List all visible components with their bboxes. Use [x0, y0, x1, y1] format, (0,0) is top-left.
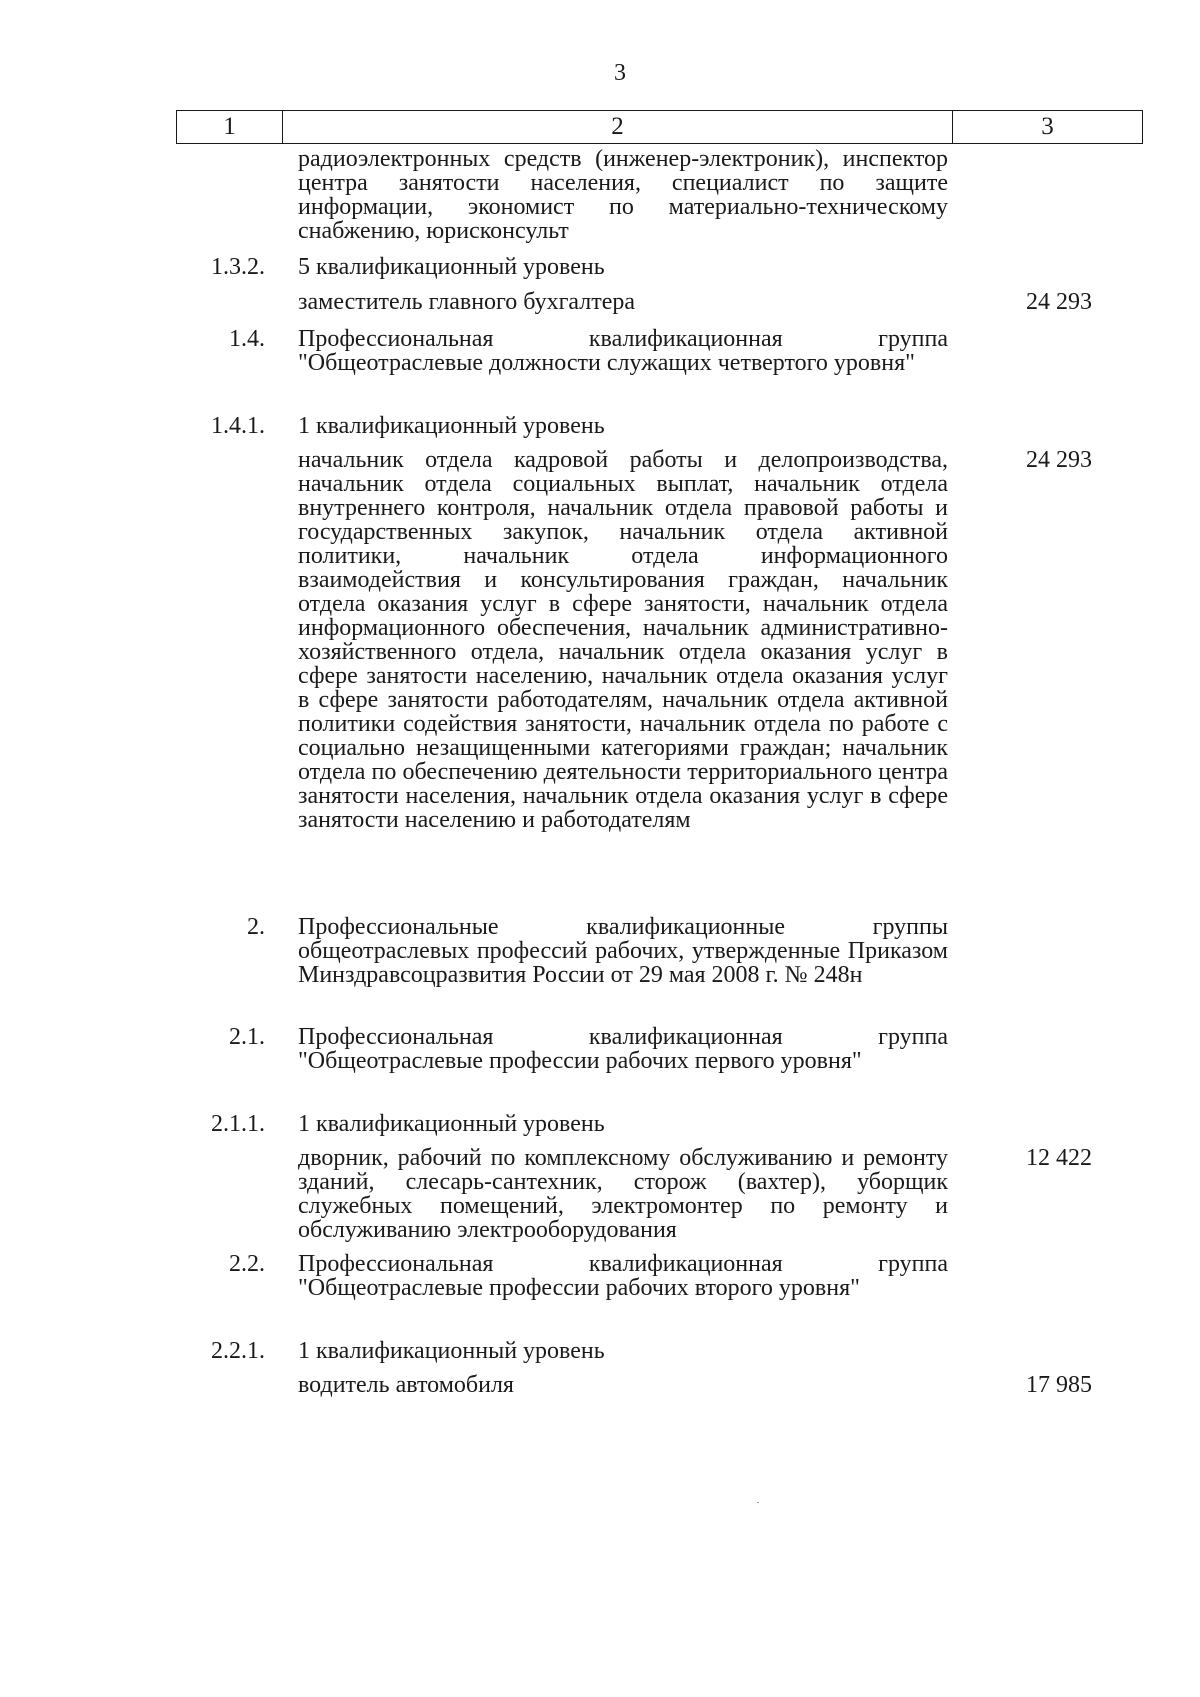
row-number: 2.: [247, 914, 265, 940]
header-col-1: 1: [177, 111, 283, 143]
row-value: 24 293: [1026, 289, 1092, 315]
row-text: начальник отдела кадровой работы и делопроизводства, начальник отдела социальных выплат, начальник отдела внутреннего контроля, начальник отдела правовой работы и государственных закупок, начальник отдела активной политики, начальник отдела информационного взаимодействия и консультирования граждан, начальник отдела оказания услуг в сфере занятости, начальник отдела информационного обеспечения, начальник административно-хозяйственного отдела, начальник отдела оказания услуг в сфере занятости населению, начальник отдела оказания услуг в сфере занятости работодателям, начальник отдела активной политики содействия занятости, начальник отдела по работе с социально незащищенными категориями граждан; начальник отдела по обеспечению деятельности территориального центра занятости населения, начальник отдела оказания услуг в сфере занятости населению и работодателям: [298, 447, 948, 833]
row-text: водитель автомобиля: [298, 1372, 514, 1398]
row-text: Профессиональная квалификационная группа "Общеотраслевые должности служащих четвертого уровня": [298, 326, 948, 376]
header-col-2: 2: [283, 111, 953, 143]
row-text: 1 квалификационный уровень: [298, 1111, 605, 1137]
row-text: Профессиональная квалификационная группа "Общеотраслевые профессии рабочих первого уровня": [298, 1024, 948, 1074]
row-text: заместитель главного бухгалтера: [298, 289, 636, 315]
row-number: 2.2.1.: [211, 1338, 265, 1364]
row-value: 12 422: [1026, 1145, 1092, 1171]
row-text: дворник, рабочий по комплексному обслуживанию и ремонту зданий, слесарь-сантехник, сторож (вахтер), уборщик служебных помещений, электромонтер по ремонту и обслуживанию электрооборудования: [298, 1145, 948, 1243]
row-number: 2.1.1.: [211, 1111, 265, 1137]
row-value: 17 985: [1026, 1372, 1092, 1398]
header-col-3: 3: [1041, 113, 1054, 140]
table-header: [176, 110, 1143, 144]
row-text: 1 квалификационный уровень: [298, 1338, 605, 1364]
row-text: 1 квалификационный уровень: [298, 413, 605, 439]
row-number: 1.4.: [229, 326, 265, 352]
page-number: 3: [614, 60, 626, 86]
row-number: 1.3.2.: [211, 254, 265, 280]
row-text: 5 квалификационный уровень: [298, 254, 605, 280]
row-number: 2.1.: [229, 1024, 265, 1050]
row-text: радиоэлектронных средств (инженер-электроник), инспектор центра занятости населения, специалист по защите информации, экономист по материально-техническому снабжению, юрисконсульт: [298, 146, 948, 244]
row-text: Профессиональные квалификационные группы общеотраслевых профессий рабочих, утвержденные Приказом Минздравсоцразвития России от 29 мая 2008 г. № 248н: [298, 914, 948, 988]
scan-speck: [757, 1502, 759, 1503]
row-number: 2.2.: [229, 1251, 265, 1277]
row-value: 24 293: [1026, 447, 1092, 473]
row-text: Профессиональная квалификационная группа "Общеотраслевые профессии рабочих второго уровня": [298, 1251, 948, 1301]
row-number: 1.4.1.: [211, 413, 265, 439]
